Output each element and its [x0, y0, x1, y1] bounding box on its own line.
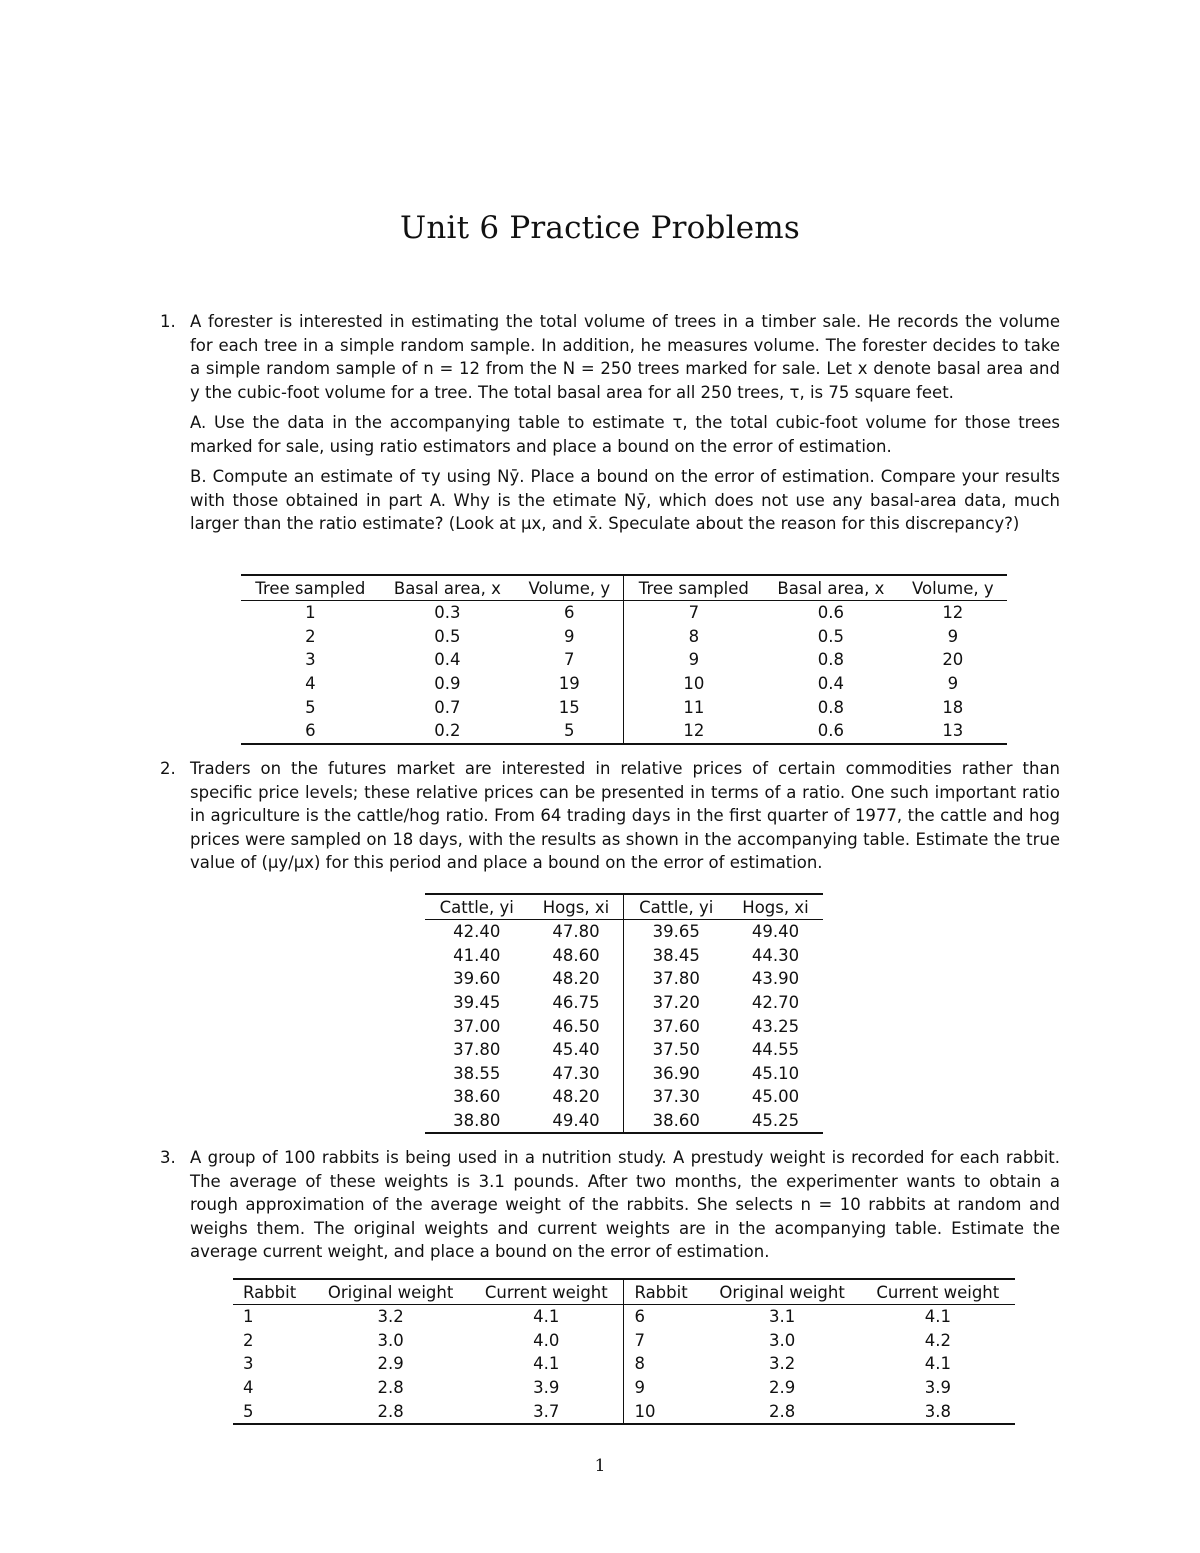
table-cell: 42.40 — [453, 922, 501, 942]
table-cell: 43.90 — [751, 969, 800, 989]
table-cell: 3 — [243, 1354, 254, 1374]
problem-1-part-a: A. Use the data in the accompanying table to estimate τ, the total cubic-foot volume for those trees marked for sale, using ratio estimators and place a bound on the error of estimation. — [190, 413, 1060, 456]
table-cell: 45.25 — [751, 1111, 800, 1131]
column-header: Basal area, x — [380, 575, 515, 601]
table-cell: 6 — [564, 603, 575, 623]
table-row — [241, 719, 1007, 744]
table-cell: 4 — [243, 1378, 254, 1398]
table-cell: 0.5 — [817, 626, 845, 646]
table-cell: 4.2 — [924, 1330, 951, 1350]
problem-2 — [160, 757, 1060, 882]
table-cell: 10 — [624, 672, 763, 696]
table-cell: 0.2 — [434, 721, 461, 741]
table-cell: 8 — [624, 625, 763, 649]
table-rabbit-weights — [233, 1278, 1015, 1425]
column-header: Current weight — [861, 1279, 1015, 1305]
table-cell: 3.9 — [533, 1378, 560, 1398]
table-cell: 6 — [624, 1305, 704, 1329]
table-cell: 20 — [942, 650, 964, 670]
table-cell: 37.80 — [453, 1040, 501, 1060]
table-cell: 4 — [305, 674, 316, 694]
table-cell: 9 — [947, 626, 959, 646]
table-cell: 3.2 — [768, 1354, 796, 1374]
table-cell: 0.9 — [434, 674, 461, 694]
table-cell: 45.00 — [751, 1087, 800, 1107]
table-cell: 37.50 — [624, 1038, 728, 1062]
column-header: Cattle, yi — [624, 894, 728, 920]
table-cell: 6 — [305, 721, 316, 741]
table-cell: 49.40 — [552, 1111, 600, 1131]
column-header: Original weight — [704, 1279, 861, 1305]
column-header: Rabbit — [624, 1279, 704, 1305]
table-row — [425, 1085, 823, 1109]
table-cell: 2.9 — [768, 1378, 796, 1398]
table-cell: 38.60 — [453, 1087, 501, 1107]
table-cell: 3.0 — [377, 1330, 404, 1350]
table-cell: 5 — [564, 721, 575, 741]
table-cell: 1 — [243, 1307, 254, 1327]
table-cell: 9 — [624, 648, 763, 672]
column-header: Tree sampled — [241, 575, 380, 601]
table-cell: 44.55 — [751, 1040, 800, 1060]
column-header: Tree sampled — [624, 575, 763, 601]
table-cell: 12 — [942, 603, 964, 623]
table-cell: 2 — [305, 626, 316, 646]
table-header-row — [425, 894, 823, 920]
table-cell: 38.55 — [453, 1063, 501, 1083]
column-header: Volume, y — [515, 575, 624, 601]
table-cell: 9 — [624, 1376, 704, 1400]
table-cell: 44.30 — [751, 945, 800, 965]
table-cell: 8 — [624, 1352, 704, 1376]
table-cell: 45.10 — [751, 1063, 800, 1083]
table-cattle-hogs — [425, 893, 823, 1134]
table-row — [425, 1109, 823, 1134]
table-cell: 7 — [624, 1329, 704, 1353]
table-tree-sample — [241, 574, 1007, 745]
table-cell: 0.5 — [434, 626, 461, 646]
problem-1-part-b: B. Compute an estimate of τy using Nȳ. Place a bound on the error of estimation. Compare your results with those obtained in part A. Why is the etimate Nȳ, which does not use any basal-area data, much larger than the ratio estimate? (Look at μx, and x̄. Speculate about the reason for this discrepancy?) — [190, 467, 1060, 533]
table-cell: 3.1 — [768, 1307, 796, 1327]
table-cell: 36.90 — [624, 1062, 728, 1086]
table-cell: 3.2 — [377, 1307, 404, 1327]
column-header: Original weight — [312, 1279, 469, 1305]
table-cell: 13 — [942, 721, 964, 741]
column-header: Current weight — [469, 1279, 624, 1305]
table-cell: 12 — [624, 719, 763, 744]
table-cell: 9 — [947, 674, 959, 694]
problem-number: 1. — [160, 312, 176, 331]
table-row — [241, 648, 1007, 672]
table-cell: 4.1 — [533, 1307, 560, 1327]
problem-3-intro: A group of 100 rabbits is being used in a nutrition study. A prestudy weight is recorded for each rabbit. The average of these weights is 3.1 pounds. After two months, the experimenter wants to obtain a rough approximation of the average weight of the rabbits. She selects n = 10 rabbits at random and weighs them. The original weights and current weights are in the acompanying table. Estimate the average current weight, and place a bound on the error of estimation. — [190, 1148, 1060, 1261]
table-cell: 49.40 — [751, 922, 800, 942]
column-header: Hogs, xi — [728, 894, 823, 920]
table-cell: 0.7 — [434, 697, 461, 717]
table-header-row — [241, 575, 1007, 601]
table-cell: 10 — [624, 1399, 704, 1424]
table-row — [425, 967, 823, 991]
table-row — [233, 1376, 1015, 1400]
table-cell: 0.6 — [817, 603, 845, 623]
table-cell: 38.60 — [624, 1109, 728, 1134]
table-cell: 11 — [624, 695, 763, 719]
table-cell: 42.70 — [751, 993, 800, 1013]
problem-number: 2. — [160, 759, 176, 778]
table-cell: 37.60 — [624, 1014, 728, 1038]
table-cell: 3.7 — [533, 1401, 560, 1421]
table-row — [425, 944, 823, 968]
table-cell: 3.9 — [924, 1378, 951, 1398]
column-header: Basal area, x — [763, 575, 898, 601]
table-cell: 2.8 — [768, 1401, 796, 1421]
table-cell: 3.0 — [768, 1330, 796, 1350]
table-cell: 4.0 — [533, 1330, 560, 1350]
table-cell: 0.4 — [434, 650, 461, 670]
table-cell: 0.6 — [817, 721, 845, 741]
page-title: Unit 6 Practice Problems — [400, 210, 800, 246]
table-cell: 48.20 — [552, 1087, 600, 1107]
table-row — [233, 1305, 1015, 1329]
table-cell: 47.30 — [552, 1063, 600, 1083]
table-cell: 38.45 — [624, 944, 728, 968]
table-cell: 4.1 — [533, 1354, 560, 1374]
table-cell: 46.50 — [552, 1016, 600, 1036]
table-row — [241, 601, 1007, 625]
table-cell: 3.8 — [924, 1401, 951, 1421]
table-cell: 39.45 — [453, 993, 501, 1013]
table-row — [425, 1014, 823, 1038]
table-cell: 5 — [243, 1401, 254, 1421]
table-cell: 4.1 — [924, 1307, 951, 1327]
table-cell: 2.9 — [377, 1354, 404, 1374]
problem-1 — [160, 310, 1060, 543]
table-row — [241, 695, 1007, 719]
table-row — [233, 1352, 1015, 1376]
column-header: Cattle, yi — [425, 894, 528, 920]
table-cell: 19 — [558, 674, 580, 694]
table-cell: 2.8 — [377, 1378, 404, 1398]
table-cell: 48.60 — [552, 945, 600, 965]
table-cell: 4.1 — [924, 1354, 951, 1374]
table-cell: 3 — [305, 650, 316, 670]
table-cell: 1 — [305, 603, 316, 623]
table-cell: 7 — [564, 650, 575, 670]
problem-3 — [160, 1146, 1060, 1271]
table-cell: 37.20 — [624, 991, 728, 1015]
table-cell: 37.00 — [453, 1016, 501, 1036]
problem-2-intro: Traders on the futures market are interested in relative prices of certain commodities rather than specific price levels; these relative prices can be presented in terms of a ratio. One such important ratio in agriculture is the cattle/hog ratio. From 64 trading days in the first quarter of 1977, the cattle and hog prices were sampled on 18 days, with the results as shown in the accompanying table. Estimate the true value of (μy/μx) for this period and place a bound on the error of estimation. — [190, 759, 1060, 872]
table-row — [241, 625, 1007, 649]
table-row — [425, 991, 823, 1015]
table-cell: 9 — [564, 626, 575, 646]
table-cell: 41.40 — [453, 945, 501, 965]
problem-number: 3. — [160, 1148, 176, 1167]
table-cell: 38.80 — [453, 1111, 501, 1131]
table-cell: 0.3 — [434, 603, 461, 623]
column-header: Rabbit — [233, 1279, 312, 1305]
page-number: 1 — [594, 1456, 606, 1476]
table-cell: 5 — [305, 697, 316, 717]
table-cell: 48.20 — [552, 969, 600, 989]
table-cell: 47.80 — [552, 922, 600, 942]
table-cell: 37.80 — [624, 967, 728, 991]
table-cell: 0.8 — [817, 650, 845, 670]
table-cell: 0.4 — [817, 674, 845, 694]
table-cell: 7 — [624, 601, 763, 625]
table-row — [233, 1329, 1015, 1353]
table-row — [241, 672, 1007, 696]
table-row — [425, 1062, 823, 1086]
problem-1-intro: A forester is interested in estimating the total volume of trees in a timber sale. He records the volume for each tree in a simple random sample. In addition, he measures volume. The forester decides to take a simple random sample of n = 12 from the N = 250 trees marked for sale. Let x denote basal area and y the cubic-foot volume for a tree. The total basal area for all 250 trees, τ, is 75 square feet. — [190, 312, 1060, 402]
table-cell: 43.25 — [751, 1016, 800, 1036]
table-cell: 18 — [942, 697, 964, 717]
column-header: Hogs, xi — [528, 894, 624, 920]
table-cell: 15 — [558, 697, 580, 717]
table-header-row — [233, 1279, 1015, 1305]
table-cell: 46.75 — [552, 993, 600, 1013]
table-row — [425, 920, 823, 944]
table-cell: 2.8 — [377, 1401, 404, 1421]
table-row — [233, 1399, 1015, 1424]
table-cell: 2 — [243, 1330, 254, 1350]
column-header: Volume, y — [899, 575, 1007, 601]
table-row — [425, 1038, 823, 1062]
table-cell: 37.30 — [624, 1085, 728, 1109]
table-cell: 39.65 — [624, 920, 728, 944]
table-cell: 39.60 — [453, 969, 501, 989]
table-cell: 45.40 — [552, 1040, 600, 1060]
table-cell: 0.8 — [817, 697, 845, 717]
